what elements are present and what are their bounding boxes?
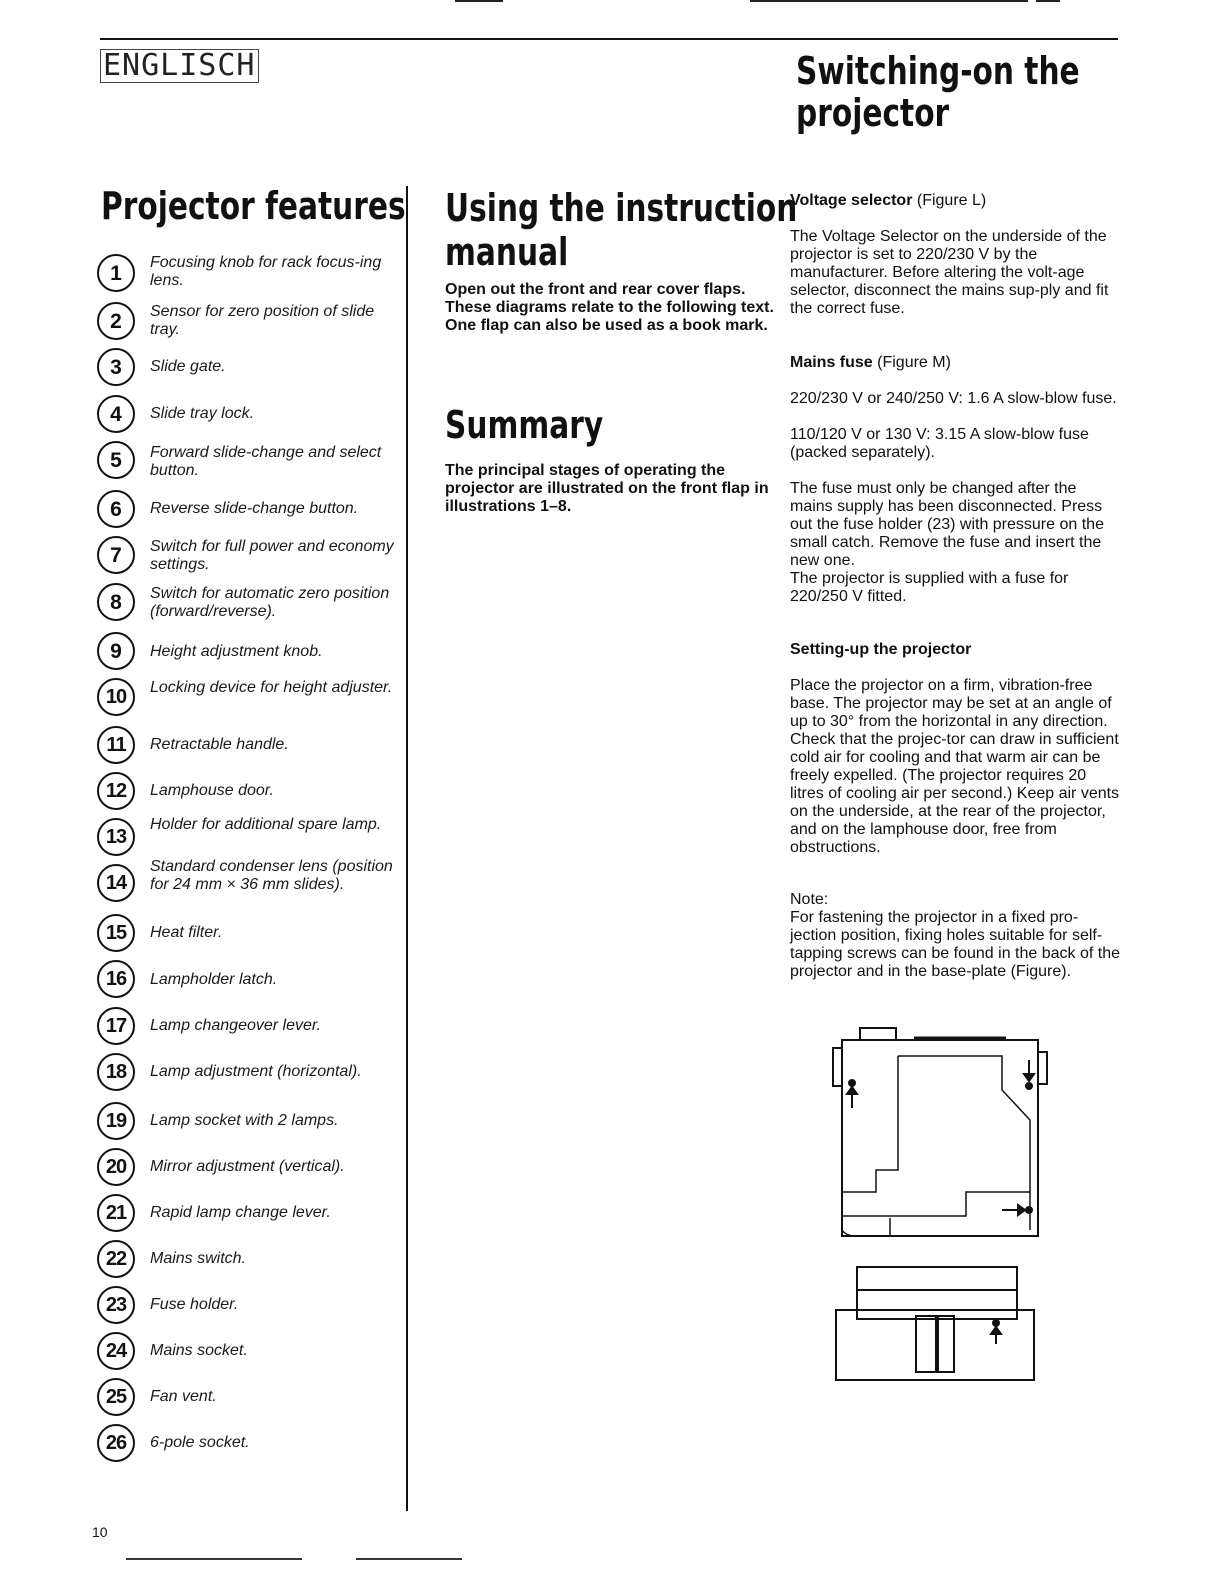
- feature-number: 21: [97, 1194, 135, 1232]
- diagram-base-plate: [842, 1040, 1038, 1236]
- feature-text: Mains switch.: [150, 1250, 247, 1267]
- feature-text: Fan vent.: [150, 1388, 217, 1405]
- diagram-left-latch: [833, 1048, 842, 1086]
- switching-title-line-2: projector: [796, 91, 950, 135]
- manual-title: [445, 186, 797, 274]
- feature-text: Mirror adjustment (vertical).: [150, 1158, 345, 1175]
- feature-number: 22: [97, 1240, 135, 1278]
- feature-text: Locking device for height adjuster.: [150, 679, 393, 696]
- fuse-heading: Mains fuse: [790, 354, 873, 371]
- feature-number: 18: [97, 1053, 135, 1091]
- feature-number: 19: [97, 1102, 135, 1140]
- feature-text: Slide tray lock.: [150, 405, 255, 422]
- feature-text: Lamphouse door.: [150, 782, 274, 799]
- header-rule: [100, 38, 1118, 40]
- feature-number: 4: [97, 395, 135, 433]
- voltage-figure-ref: (Figure L): [912, 192, 987, 209]
- switching-title-line-1: Switching-on the: [796, 49, 1080, 93]
- feature-text: Switch for full power and economy settings.: [150, 538, 394, 573]
- feature-number: 25: [97, 1378, 135, 1416]
- fuse-rating-1: 220/230 V or 240/250 V: 1.6 A slow-blow fuse.: [790, 390, 1117, 407]
- feature-number: 15: [97, 914, 135, 952]
- summary-title: Summary: [445, 403, 604, 447]
- feature-number: 23: [97, 1286, 135, 1324]
- fuse-section: [790, 354, 1120, 372]
- feature-text: Standard condenser lens (position for 24 mm × 36 mm slides).: [150, 858, 393, 893]
- feature-number: 14: [97, 864, 135, 902]
- feature-number: 2: [97, 302, 135, 340]
- feature-text: Fuse holder.: [150, 1296, 239, 1313]
- diagram-vent-2: [938, 1316, 954, 1372]
- setup-heading: Setting-up the projector: [790, 641, 972, 658]
- column-divider: [406, 186, 408, 1511]
- footer-rule: [186, 1558, 302, 1560]
- feature-text: Holder for additional spare lamp.: [150, 816, 382, 833]
- feature-number: 11: [97, 726, 135, 764]
- feature-text: Mains socket.: [150, 1342, 248, 1359]
- feature-number: 17: [97, 1007, 135, 1045]
- diagram-right-latch: [1038, 1052, 1047, 1084]
- feature-text: Lamp changeover lever.: [150, 1017, 322, 1034]
- feature-number: 9: [97, 632, 135, 670]
- switching-title: [796, 50, 1080, 134]
- brand-text: ENGLISCH: [100, 49, 259, 83]
- feature-text: Lamp adjustment (horizontal).: [150, 1063, 362, 1080]
- fuse-change-text: The fuse must only be changed after the mains supply has been disconnected. Press out the fuse holder (23) with pressure on the small catch. Remove the fuse and insert the new one.: [790, 480, 1104, 569]
- feature-number: 5: [97, 441, 135, 479]
- feature-number: 13: [97, 818, 135, 856]
- feature-text: Retractable handle.: [150, 736, 289, 753]
- feature-text: Switch for automatic zero position (forward/reverse).: [150, 585, 390, 620]
- feature-number: 10: [97, 678, 135, 716]
- voltage-body: The Voltage Selector on the underside of the projector is set to 220/230 V by the manufacturer. Before altering the volt-age selector, disconnect the mains sup-ply and fit the correct fuse.: [790, 228, 1109, 317]
- top-strip-rule: [455, 0, 503, 2]
- feature-text: Height adjustment knob.: [150, 643, 323, 660]
- manual-body: Open out the front and rear cover flaps. These diagrams relate to the following text. One flap can also be used as a book mark.: [445, 281, 774, 334]
- fuse-figure-ref: (Figure M): [872, 354, 951, 371]
- feature-text: Heat filter.: [150, 924, 223, 941]
- feature-text: Sensor for zero position of slide tray.: [150, 303, 375, 338]
- manual-title-line-1: Using the instruction: [445, 186, 798, 230]
- manual-title-line-2: manual: [445, 230, 569, 274]
- feature-number: 24: [97, 1332, 135, 1370]
- feature-number: 6: [97, 490, 135, 528]
- voltage-heading: Voltage selector: [790, 192, 913, 209]
- feature-number: 8: [97, 583, 135, 621]
- top-strip-rule: [750, 0, 1028, 2]
- setup-body: Place the projector on a firm, vibration-free base. The projector may be set at an angle of up to 30° from the horizontal in any direction. Check that the projec-tor can draw in sufficient cold air for cooling and that warm air can be freely expelled. (The projector requires 20 litres of cooling air per second.) Keep air vents on the underside, at the rear of the projector, and on the lamphouse door, free from obstructions.: [790, 677, 1120, 856]
- feature-text: Focusing knob for rack focus-ing lens.: [150, 254, 382, 289]
- features-title: Projector features: [101, 184, 406, 228]
- diagram-side-top: [857, 1267, 1017, 1319]
- summary-body: The principal stages of operating the projector are illustrated on the front flap in illustrations 1–8.: [445, 462, 769, 515]
- feature-text: 6-pole socket.: [150, 1434, 250, 1451]
- feature-text: Reverse slide-change button.: [150, 500, 359, 517]
- feature-number: 7: [97, 536, 135, 574]
- feature-number: 26: [97, 1424, 135, 1462]
- fuse-rating-2: 110/120 V or 130 V: 3.15 A slow-blow fuse (packed separately).: [790, 426, 1089, 461]
- feature-text: Slide gate.: [150, 358, 226, 375]
- top-strip-rule: [1036, 0, 1060, 2]
- brand-label: [100, 48, 260, 83]
- feature-text: Lamp socket with 2 lamps.: [150, 1112, 339, 1129]
- projector-base-diagram: [826, 1020, 1056, 1390]
- feature-text: Rapid lamp change lever.: [150, 1204, 331, 1221]
- note-body: For fastening the projector in a fixed pro-jection position, fixing holes suitable for self-tapping screws can be found in the back of the projector and in the base-plate (Figure).: [790, 909, 1120, 980]
- feature-number: 12: [97, 772, 135, 810]
- feature-number: 20: [97, 1148, 135, 1186]
- feature-number: 16: [97, 960, 135, 998]
- feature-number: 3: [97, 348, 135, 386]
- feature-text: Lampholder latch.: [150, 971, 278, 988]
- note-label: Note:: [790, 891, 829, 908]
- feature-number: 1: [97, 254, 135, 292]
- footer-rule: [356, 1558, 462, 1560]
- voltage-section: [790, 192, 1120, 210]
- feature-text: Forward slide-change and select button.: [150, 444, 382, 479]
- fuse-supplied-text: The projector is supplied with a fuse for 220/250 V fitted.: [790, 570, 1069, 605]
- diagram-vent-1: [916, 1316, 936, 1372]
- page-number: 10: [92, 1524, 108, 1540]
- diagram-top-tab: [860, 1028, 896, 1040]
